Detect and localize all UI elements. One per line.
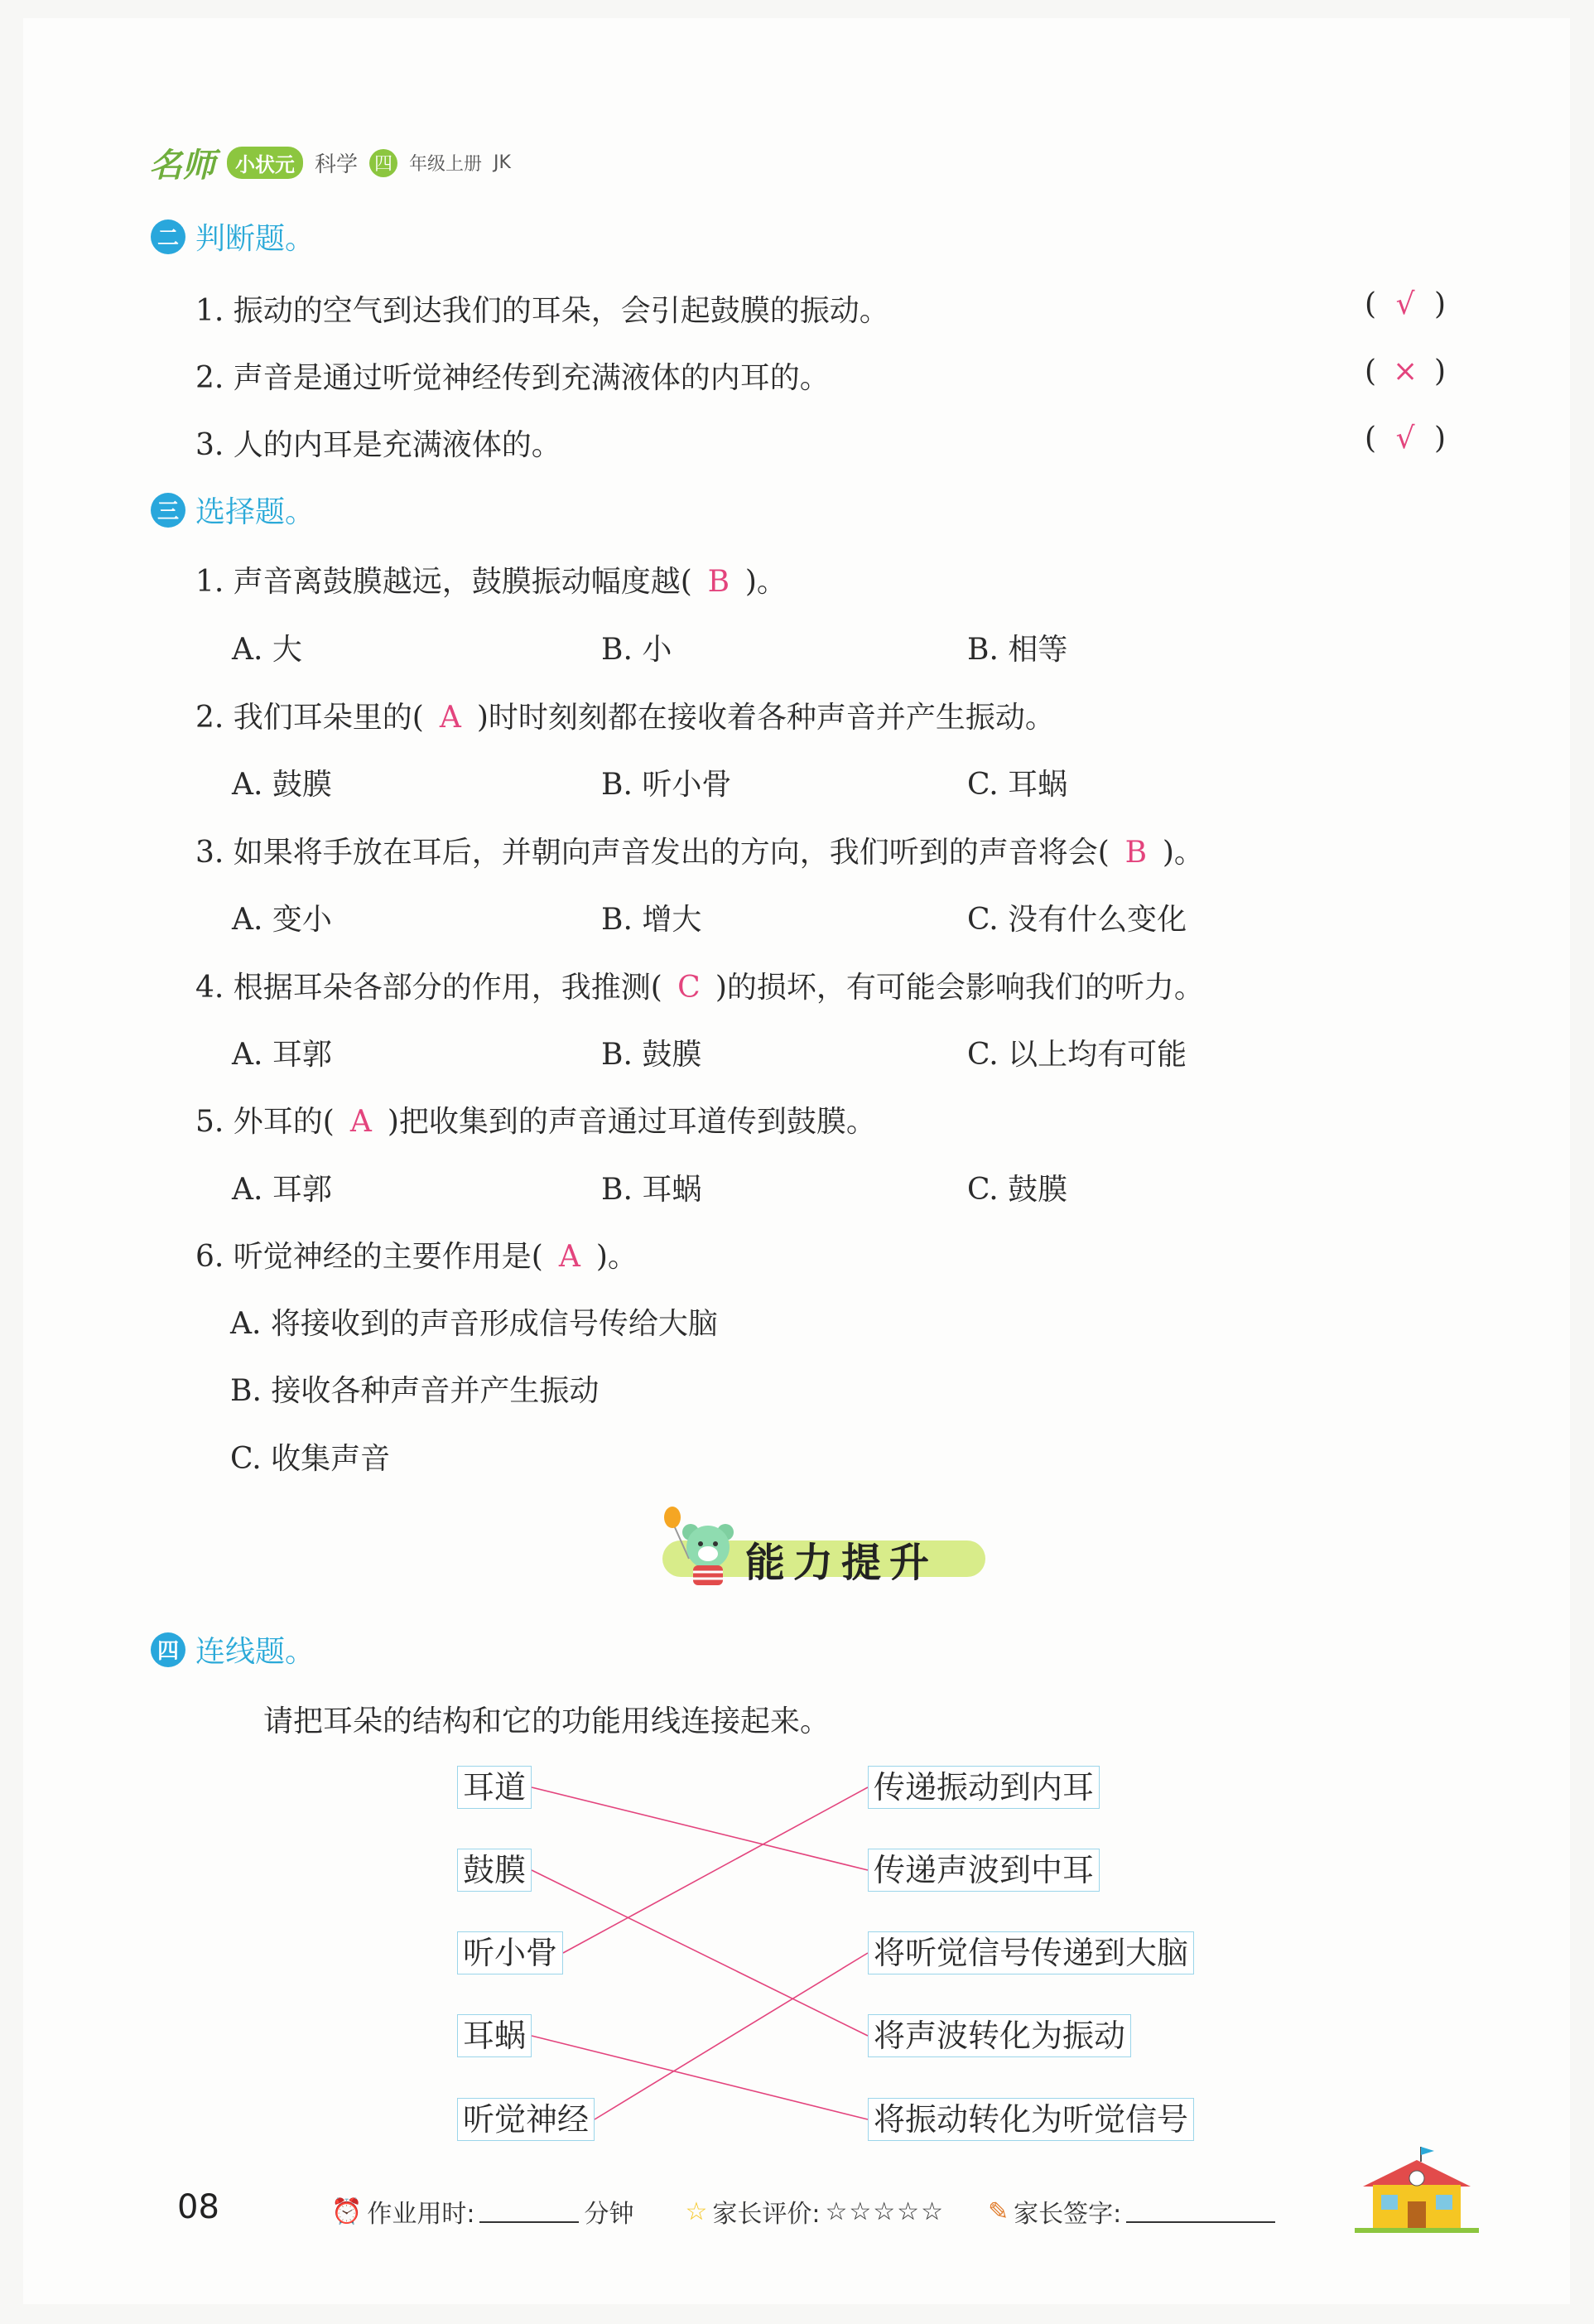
ability-banner-title: 能力提升 [745,1540,938,1586]
judge-item-2: 2. 声音是通过听觉神经传到充满液体的内耳的。 [195,361,830,395]
judge-answer-1: ( √ ) [1365,287,1447,321]
right-function-4[interactable]: 将声波转化为振动 [868,2014,1131,2057]
choice-answer-6: A [558,1240,580,1274]
judge-answer-3: ( √ ) [1365,422,1447,456]
left-term-eardrum[interactable]: 鼓膜 [457,1849,532,1892]
brand-logo: 名师 [149,147,215,185]
section-2-badge: 二 [151,219,185,254]
choice-3-option-a: A. 变小 [232,903,332,937]
choice-question-3: 3. 如果将手放在耳后，并朝向声音发出的方向，我们听到的声音将会( B )。 [195,836,1204,870]
alarm-clock-icon: ⏰ [331,2196,363,2226]
matching-line-2 [532,1870,868,2036]
page-number: 08 [177,2188,219,2226]
choice-answer-3: B [1124,836,1148,870]
series-badge: 小状元 [227,147,303,179]
choice-2-option-b: B. 听小骨 [601,768,732,802]
time-label: 作业用时: [367,2200,475,2229]
choice-3-option-b: B. 增大 [601,903,702,937]
choice-4-option-c: C. 以上均有可能 [967,1038,1187,1072]
grade-text: 年级上册 [409,154,483,175]
edition-label: JK [494,152,511,173]
choice-6-option-a: A. 将接收到的声音形成信号传给大脑 [230,1307,718,1341]
time-unit: 分钟 [584,2200,634,2229]
time-input[interactable] [479,2200,579,2223]
choice-6-option-b: B. 接收各种声音并产生振动 [230,1374,600,1408]
grade-badge: 四 [369,149,397,177]
rating-stars[interactable]: ☆☆☆☆☆ [825,2196,945,2226]
sign-input[interactable] [1126,2200,1275,2223]
section-4-badge: 四 [151,1632,185,1667]
choice-5-option-b: B. 耳蜗 [601,1173,702,1207]
choice-5-option-c: C. 鼓膜 [967,1173,1068,1207]
matching-line-3 [563,1787,868,1953]
matching-instruction: 请把耳朵的结构和它的功能用线连接起来。 [263,1704,831,1738]
section-2-title: 判断题。 [195,222,315,256]
left-term-ear-canal[interactable]: 耳道 [457,1766,532,1809]
judge-answer-3-value: √ [1395,422,1415,456]
choice-1-option-b: B. 小 [601,633,672,667]
matching-line-5 [595,1953,868,2119]
judge-answer-1-value: √ [1395,287,1415,321]
school-house-icon [1355,2145,1479,2236]
right-function-3[interactable]: 将听觉信号传递到大脑 [868,1931,1194,1974]
star-icon: ☆ [685,2196,708,2226]
right-function-1[interactable]: 传递振动到内耳 [868,1766,1100,1809]
choice-question-4: 4. 根据耳朵各部分的作用，我推测( C )的损坏，有可能会影响我们的听力。 [195,971,1204,1005]
choice-1-option-c: B. 相等 [967,633,1068,667]
sign-label: 家长签字: [1014,2200,1122,2229]
choice-question-6: 6. 听觉神经的主要作用是( A )。 [195,1240,638,1274]
subject-label: 科学 [315,152,359,177]
judge-answer-2: ( × ) [1365,354,1447,388]
judge-answer-2-value: × [1392,354,1418,388]
choice-question-5: 5. 外耳的( A )把收集到的声音通过耳道传到鼓膜。 [195,1105,876,1139]
pencil-icon: ✎ [987,2196,1009,2226]
choice-1-option-a: A. 大 [232,633,302,667]
right-function-2[interactable]: 传递声波到中耳 [868,1849,1100,1892]
choice-2-option-c: C. 耳蜗 [967,768,1068,802]
left-term-auditory-nerve[interactable]: 听觉神经 [457,2098,595,2141]
left-term-ossicles[interactable]: 听小骨 [457,1931,563,1974]
choice-6-option-c: C. 收集声音 [230,1442,391,1476]
choice-4-option-b: B. 鼓膜 [601,1038,702,1072]
choice-4-option-a: A. 耳郭 [232,1038,332,1072]
eval-label: 家长评价: [712,2200,821,2229]
choice-answer-4: C [677,971,701,1005]
matching-line-1 [532,1787,868,1870]
choice-5-option-a: A. 耳郭 [232,1173,332,1207]
section-3-title: 选择题。 [195,495,315,529]
choice-3-option-c: C. 没有什么变化 [967,903,1187,937]
choice-question-2: 2. 我们耳朵里的( A )时时刻刻都在接收着各种声音并产生振动。 [195,701,1055,735]
right-function-5[interactable]: 将振动转化为听觉信号 [868,2098,1194,2141]
section-4-title: 连线题。 [195,1635,315,1669]
section-3-badge: 三 [151,493,185,528]
choice-answer-2: A [439,701,461,735]
judge-item-1: 1. 振动的空气到达我们的耳朵，会引起鼓膜的振动。 [195,294,889,328]
choice-2-option-a: A. 鼓膜 [232,768,332,802]
judge-item-3: 3. 人的内耳是充满液体的。 [195,428,561,462]
choice-answer-5: A [349,1105,372,1139]
choice-answer-1: B [707,565,730,599]
left-term-cochlea[interactable]: 耳蜗 [457,2014,532,2057]
choice-question-1: 1. 声音离鼓膜越远，鼓膜振动幅度越( B )。 [195,565,787,599]
footer-bar [331,2193,1275,2230]
